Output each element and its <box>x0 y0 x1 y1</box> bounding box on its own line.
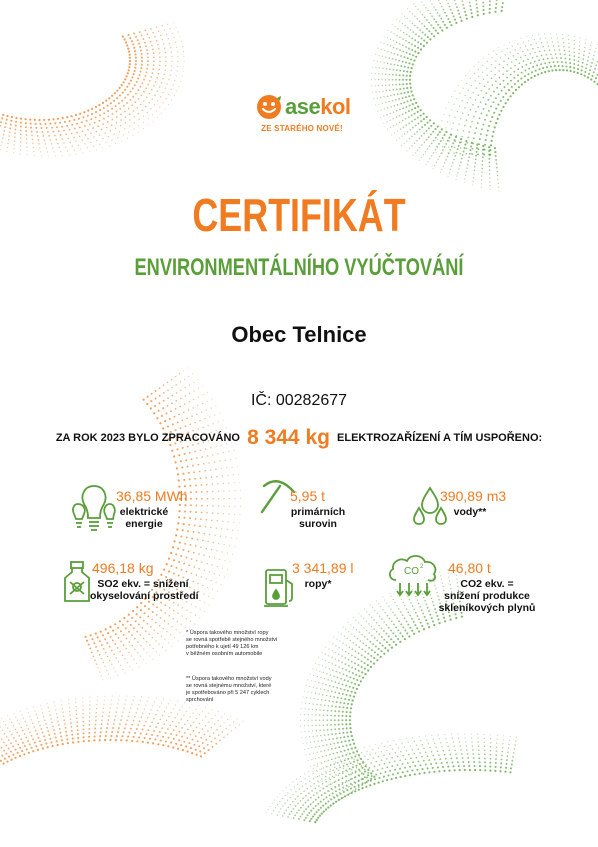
stat-electricity-label-line1: elektrické <box>119 506 169 518</box>
summary-prefix: ZA ROK 2023 BYLO ZPRACOVÁNO <box>55 432 240 444</box>
stat-co2-label-line2: snížení produkce <box>444 590 530 602</box>
stat-water <box>410 484 560 534</box>
svg-text:CO: CO <box>404 566 419 577</box>
stat-electricity-label <box>116 506 172 530</box>
footnote-oil-line2: se rovná spotřebě stejného množství <box>186 637 278 643</box>
stat-so2-value: 496,18 kg <box>92 560 154 576</box>
footnote-water-line1: ** Úspora takového množství vody <box>186 676 272 682</box>
stat-so2 <box>60 554 220 614</box>
footnote-water-line2: se rovná stejnému množství, které <box>186 683 272 689</box>
footnote-oil-line4: v běžném osobním automobile <box>186 651 263 657</box>
summary-amount: 8 344 kg <box>247 426 330 449</box>
stat-water-value: 390,89 m3 <box>440 488 507 504</box>
certificate-subtitle: ENVIRONMENTÁLNÍHO VYÚČTOVÁNÍ <box>134 254 464 281</box>
stat-electricity-value: 36,85 MWh <box>116 488 188 504</box>
stat-raw-materials-label <box>290 506 346 530</box>
summary-line <box>0 426 598 450</box>
bulbs-icon <box>70 482 116 538</box>
stat-so2-label-line1: SO2 ekv. = snížení <box>97 578 189 590</box>
stat-co2-label-line3: skleníkových plynů <box>438 602 536 614</box>
stat-co2-label <box>422 578 552 614</box>
stat-co2-value: 46,80 t <box>448 560 491 576</box>
footnote-water <box>186 676 311 704</box>
stat-raw-materials-label-line2: surovin <box>299 518 337 530</box>
stat-raw-materials-label-line1: primárních <box>290 506 346 518</box>
stat-raw-materials <box>258 476 388 536</box>
footnote-oil-line1: * Úspora takového množství ropy <box>186 630 269 636</box>
asekol-smile-icon <box>256 94 282 120</box>
logo-tagline: ZE STARÉHO NOVÉ! <box>261 124 343 133</box>
stat-so2-label <box>90 578 199 602</box>
footnote-water-line3: je spotřebováno při 5 247 cyklech <box>186 690 270 696</box>
logo-text-ase: ase <box>285 94 321 119</box>
organization-name: Obec Telnice <box>231 322 367 347</box>
stat-electricity <box>70 480 220 540</box>
stat-oil-label <box>298 578 338 590</box>
stat-oil-value: 3 341,89 l <box>292 560 354 576</box>
certificate-title: CERTIFIKÁT <box>192 189 406 241</box>
stat-so2-label-line2: okyselování prostředí <box>90 590 199 602</box>
logo-text-kol: kol <box>320 94 351 119</box>
stat-raw-materials-value: 5,95 t <box>290 488 326 504</box>
stat-oil-label-line1: ropy* <box>304 578 332 590</box>
footnote-oil-line3: potřebného k ujetí 49 126 km <box>186 644 259 650</box>
logo-wordmark <box>285 92 351 122</box>
footnote-water-line4: sprchování <box>186 697 214 703</box>
stat-co2-label-line1: CO2 ekv. = <box>460 578 514 590</box>
organization-ic: IČ: 00282677 <box>250 392 348 409</box>
stat-water-label-line1: vody** <box>453 506 487 518</box>
stat-water-label <box>440 506 500 518</box>
toxic-bottle-icon <box>60 560 94 604</box>
stat-electricity-label-line2: energie <box>125 518 163 530</box>
asekol-logo <box>252 92 352 142</box>
stat-oil <box>262 558 382 614</box>
summary-suffix: ELEKTROZAŘÍZENÍ A TÍM USPOŘENO: <box>337 432 543 444</box>
footnote-oil <box>186 630 311 658</box>
stat-co2 <box>386 552 566 620</box>
svg-text:2: 2 <box>420 564 424 570</box>
